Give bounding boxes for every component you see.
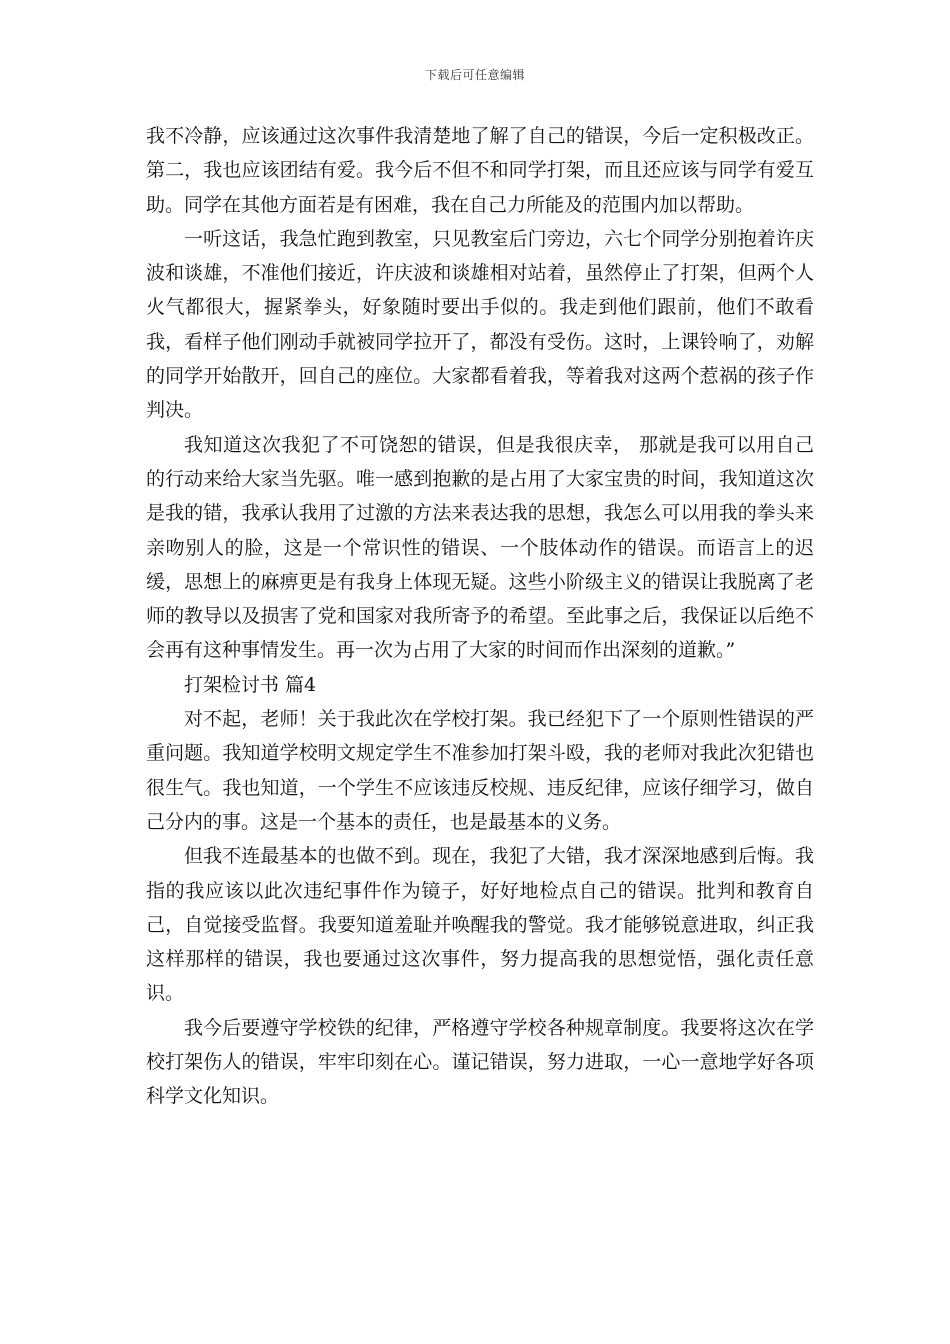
paragraph: 一听这话，我急忙跑到教室，只见教室后门旁边，六七个同学分别抱着许庆波和谈雄，不准他们接近，许庆波和谈雄相对站着，虽然停止了打架，但两个人火气都很大，握紧拳头，好象随时要出手似的。我走到他们跟前，他们不敢看我，看样子他们刚动手就被同学拉开了，都没有受伤。这时，上课铃响了，劝解的同学开始散开，回自己的座位。大家都看着我，等着我对这两个惹祸的孩子作判决。 bbox=[146, 227, 814, 422]
document-body bbox=[146, 119, 814, 1114]
section-heading: 打架检讨书 篇4 bbox=[184, 673, 317, 696]
paragraph: 我不冷静，应该通过这次事件我清楚地了解了自己的错误，今后一定积极改正。第二，我也应该团结有爱。我今后不但不和同学打架，而且还应该与同学有爱互助。同学在其他方面若是有困难，我在自己力所能及的范围内加以帮助。 bbox=[146, 125, 814, 216]
paragraph: 我今后要遵守学校铁的纪律，严格遵守学校各种规章制度。我要将这次在学校打架伤人的错误，牢牢印刻在心。谨记错误，努力进取，一心一意地学好各项科学文化知识。 bbox=[146, 1016, 814, 1108]
paragraph: 我知道这次我犯了不可饶恕的错误，但是我很庆幸， 那就是我可以用自己的行动来给大家当先驱。唯一感到抱歉的是占用了大家宝贵的时间，我知道这次是我的错，我承认我用了过激的方法来表达我的思想，我怎么可以用我的拳头来亲吻别人的脸，这是一个常识性的错误、一个肢体动作的错误。而语言上的迟缓，思想上的麻痹更是有我身上体现无疑。这些小阶级主义的错误让我脱离了老师的教导以及损害了党和国家对我所寄予的希望。至此事之后，我保证以后绝不会再有这种事情发生。再一次为占用了大家的时间而作出深刻的道歉。” bbox=[146, 433, 814, 662]
page-header: 下载后可任意编辑 bbox=[424, 68, 525, 82]
paragraph: 对不起，老师！关于我此次在学校打架。我已经犯下了一个原则性错误的严重问题。我知道学校明文规定学生不准参加打架斗殴，我的老师对我此次犯错也很生气。我也知道，一个学生不应该违反校规、违反纪律，应该仔细学习，做自己分内的事。这是一个基本的责任，也是最基本的义务。 bbox=[146, 708, 814, 833]
paragraph: 但我不连最基本的也做不到。现在，我犯了大错，我才深深地感到后悔。我指的我应该以此次违纪事件作为镜子，好好地检点自己的错误。批判和教育自己，自觉接受监督。我要知道羞耻并唤醒我的警觉。我才能够锐意进取，纠正我这样那样的错误，我也要通过这次事件，努力提高我的思想觉悟，强化责任意识。 bbox=[146, 845, 814, 1005]
